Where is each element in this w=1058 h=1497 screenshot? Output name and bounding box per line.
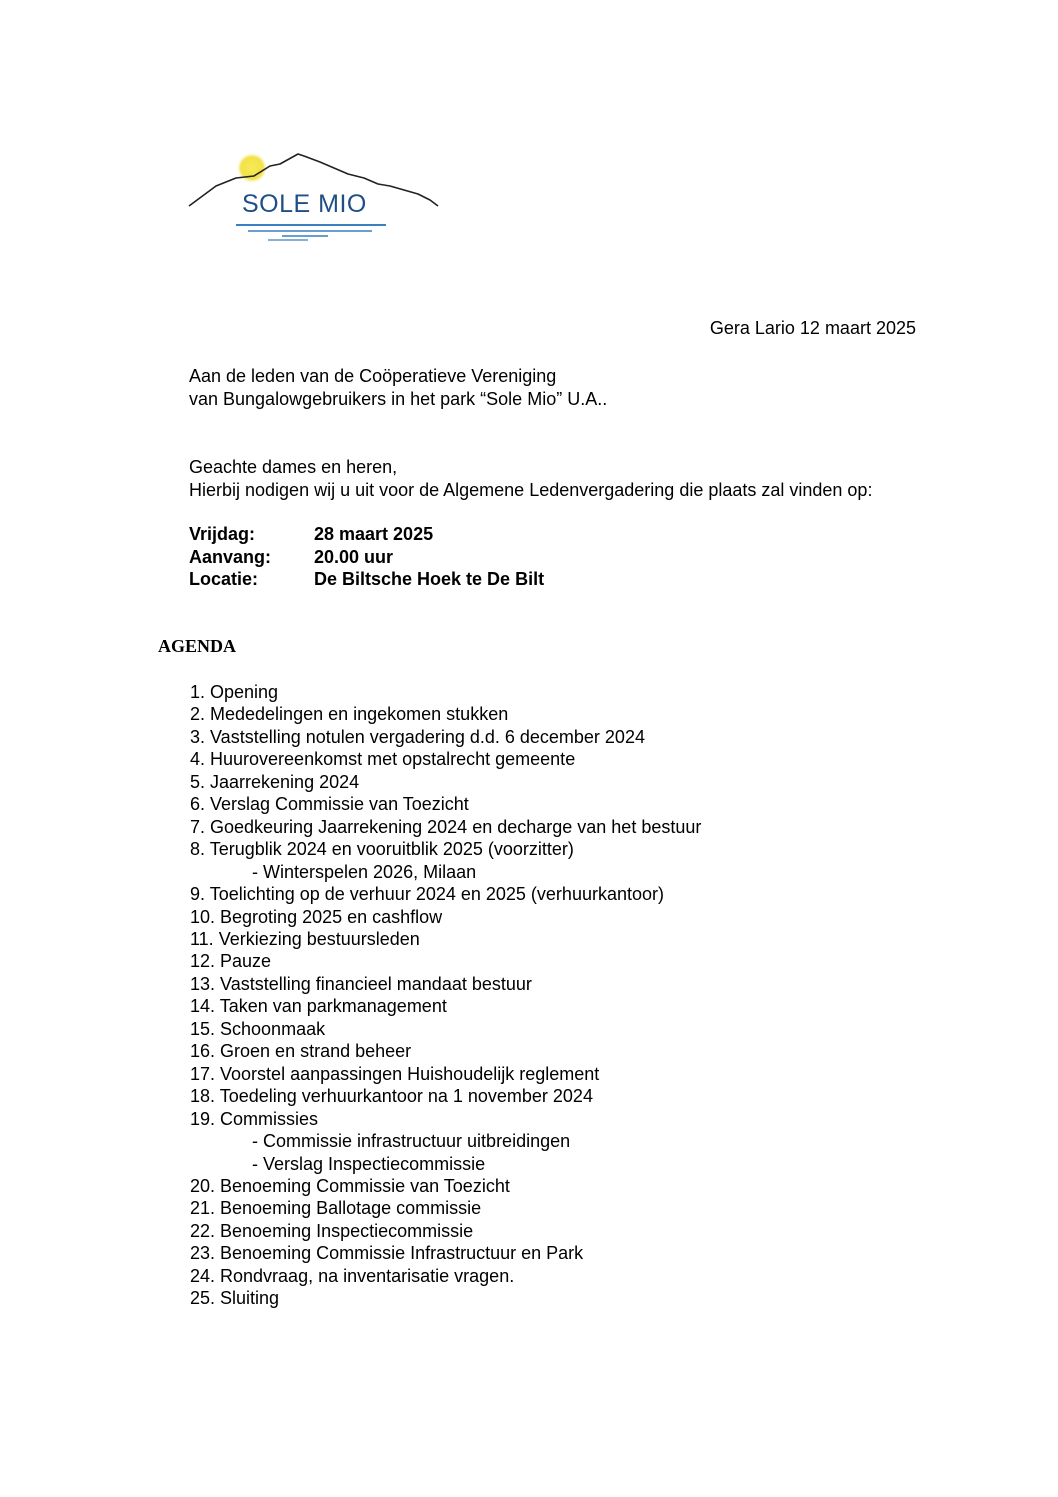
agenda-item: 7. Goedkeuring Jaarrekening 2024 en decharge van het bestuur: [190, 816, 702, 837]
sole-mio-logo: [186, 148, 444, 248]
agenda-item: 23. Benoeming Commissie Infrastructuur en Park: [190, 1243, 584, 1264]
agenda-item: 5. Jaarrekening 2024: [190, 771, 360, 792]
detail-row-location: [189, 568, 544, 591]
agenda-subitem: - Winterspelen 2026, Milaan: [252, 861, 477, 882]
detail-label: Aanvang:: [189, 546, 272, 567]
invitation-text: Hierbij nodigen wij u uit voor de Algemene Ledenvergadering die plaats zal vinden op:: [189, 479, 873, 500]
agenda-item: 12. Pauze: [190, 951, 272, 972]
date-line: Gera Lario 12 maart 2025: [709, 318, 916, 338]
detail-value: De Biltsche Hoek te De Bilt: [314, 569, 545, 589]
detail-value: 28 maart 2025: [314, 524, 434, 544]
salutation: Geachte dames en heren,: [189, 457, 398, 477]
agenda-item: 19. Commissies: [190, 1108, 319, 1129]
recipient-address: [189, 365, 607, 410]
greeting-block: [189, 456, 872, 501]
agenda-subitem: - Verslag Inspectiecommissie: [252, 1153, 486, 1174]
agenda-item: 4. Huurovereenkomst met opstalrecht gemeente: [190, 749, 576, 770]
meeting-details: [189, 523, 544, 591]
detail-label: Locatie:: [189, 569, 259, 589]
agenda-item: 2. Mededelingen en ingekomen stukken: [190, 704, 509, 725]
sun-icon: [236, 152, 268, 184]
agenda-item: 25. Sluiting: [190, 1288, 280, 1309]
agenda-item: 21. Benoeming Ballotage commissie: [190, 1198, 482, 1219]
agenda-item: 6. Verslag Commissie van Toezicht: [190, 794, 469, 815]
address-line: Aan de leden van de Coöperatieve Vereniging: [189, 366, 557, 386]
detail-row-day: [189, 523, 544, 546]
agenda-item: 13. Vaststelling financieel mandaat bestuur: [190, 973, 532, 994]
agenda-heading: AGENDA: [158, 636, 237, 656]
agenda-item: 10. Begroting 2025 en cashflow: [190, 906, 443, 927]
agenda-item: 22. Benoeming Inspectiecommissie: [190, 1220, 474, 1241]
agenda-item: 17. Voorstel aanpassingen Huishoudelijk reglement: [190, 1063, 600, 1084]
agenda-item: 1. Opening: [190, 682, 279, 702]
agenda-item: 3. Vaststelling notulen vergadering d.d. 6 december 2024: [190, 726, 645, 747]
agenda-item: 16. Groen en strand beheer: [190, 1041, 412, 1062]
agenda-item: 9. Toelichting op de verhuur 2024 en 2025 (verhuurkantoor): [190, 884, 664, 905]
agenda-item: 20. Benoeming Commissie van Toezicht: [190, 1175, 510, 1196]
logo-text: SOLE MIO: [242, 190, 367, 218]
agenda-item: 14. Taken van parkmanagement: [190, 996, 447, 1017]
agenda-item: 24. Rondvraag, na inventarisatie vragen.: [190, 1265, 515, 1286]
agenda-item: 11. Verkiezing bestuursleden: [190, 928, 420, 949]
detail-row-start: [189, 546, 544, 569]
agenda-list: [190, 681, 701, 1310]
agenda-item: 15. Schoonmaak: [190, 1018, 326, 1039]
address-line: van Bungalowgebruikers in het park “Sole Mio” U.A..: [189, 388, 608, 409]
detail-value: 20.00 uur: [314, 546, 394, 567]
agenda-item: 18. Toedeling verhuurkantoor na 1 november 2024: [190, 1086, 593, 1107]
detail-label: Vrijdag:: [189, 524, 256, 544]
agenda-subitem: - Commissie infrastructuur uitbreidingen: [252, 1131, 571, 1152]
agenda-item: 8. Terugblik 2024 en vooruitblik 2025 (voorzitter): [190, 839, 574, 860]
